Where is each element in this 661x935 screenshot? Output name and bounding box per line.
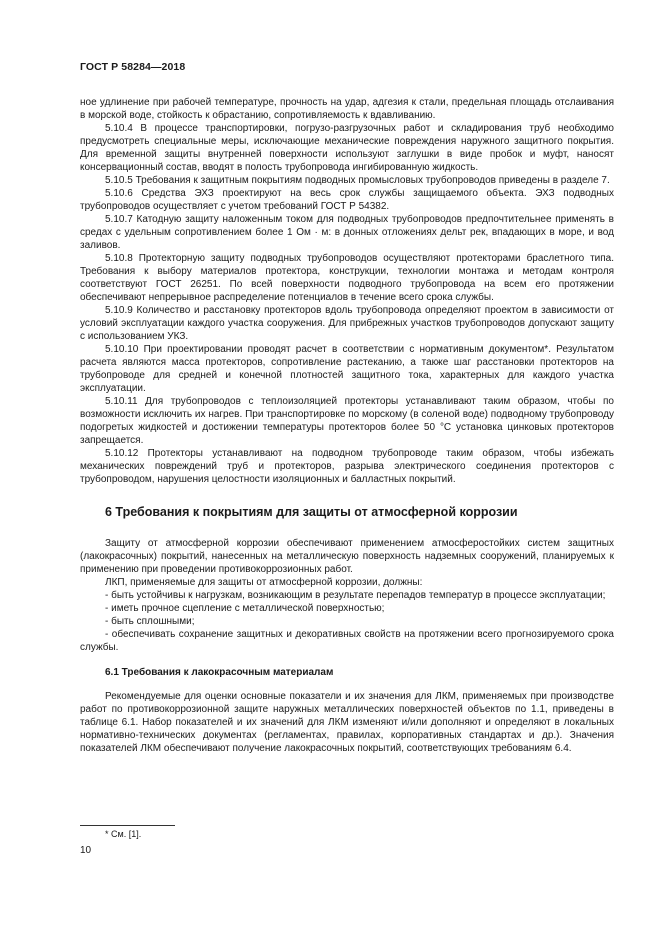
subsection-6-1-paragraph: Рекомендуемые для оценки основные показатели и их значения для ЛКМ, применяемых при производстве работ по противокоррозионной защите наружных металлических поверхностей объектов по 1.1, приведены в таблице 6.1. Набор показателей и их значений для ЛКМ изменяют и/или дополняют и определяют в локальных нормативно-технических документах (регламентах, правилах, корпоративных стандартах и др.). Значения показателей ЛКМ обеспечивают получение лакокрасочных покрытий, соответствующих требованиям 6.4. <box>80 691 614 754</box>
section-6-heading: 6 Требования к покрытиям для защиты от атмосферной коррозии <box>105 505 518 519</box>
paragraph-5-10-4: 5.10.4 В процессе транспортировки, погрузо-разгрузочных работ и складирования труб необходимо предусмотреть специальные меры, исключающие механические повреждения наружного защитного покрытия. Для временной защиты внутренней поверхности используют заглушки в виде пробок и муфт, наносят консервационный состав, вводят в полость трубопровода ингибированную жидкость. <box>80 123 614 173</box>
section-6-paragraph-1: Защиту от атмосферной коррозии обеспечивают применением атмосферостойких систем защитных (лакокрасочных) покрытий, нанесенных на металлическую поверхность надземных сооружений, планируемых к применению при проведении противокоррозионных работ. <box>80 538 614 575</box>
paragraph-5-10-9: 5.10.9 Количество и расстановку протекторов вдоль трубопровода определяют проектом в зависимости от условий эксплуатации каждого участка сооружения. Для прибрежных участков трубопроводов допускают защиту с использованием УКЗ. <box>80 305 614 342</box>
paragraph-5-10-12: 5.10.12 Протекторы устанавливают на подводном трубопроводе таким образом, чтобы избежать механических повреждений труб и протекторов, разрыва электрического соединения протекторов с трубопроводом, нарушения целостности изоляционных и балластных покрытий. <box>80 448 614 485</box>
paragraph-5-10-6: 5.10.6 Средства ЭХЗ проектируют на весь срок службы защищаемого объекта. ЭХЗ подводных трубопроводов осуществляет с учетом требований ГОСТ Р 54382. <box>80 188 614 212</box>
section-6-paragraph-2: ЛКП, применяемые для защиты от атмосферной коррозии, должны: <box>105 577 423 588</box>
page-number: 10 <box>80 845 92 856</box>
paragraph-5-10-7: 5.10.7 Катодную защиту наложенным током для подводных трубопроводов предпочтительнее применять в средах с удельным сопротивлением более 1 Ом · м: в донных отложениях дельт рек, впадающих в море, и вод заливов. <box>80 214 614 251</box>
list-item: - обеспечивать сохранение защитных и декоративных свойств на протяжении всего прогнозируемого срока службы. <box>80 629 614 653</box>
subsection-6-1-heading: 6.1 Требования к лакокрасочным материалам <box>105 667 334 678</box>
paragraph-5-10-10: 5.10.10 При проектировании проводят расчет в соответствии с нормативным документом*. Результатом расчета являются масса протекторов, сопротивление растеканию, а также шаг расстановки протекторов на трубопроводе для средней и конечной плотностей защитного тока, характерных для каждого участка эксплуатации. <box>80 344 614 394</box>
paragraph-5-10-8: 5.10.8 Протекторную защиту подводных трубопроводов осуществляют протекторами браслетного типа. Требования к выбору материалов протектора, конструкции, технологии монтажа и методам контроля соответствуют ГОСТ 26251. По всей поверхности подводного трубопровода на всем его протяжении обеспечивают непрерывное распределение потенциалов в течение всего срока службы. <box>80 253 614 303</box>
list-item: - иметь прочное сцепление с металлической поверхностью; <box>105 603 385 614</box>
footnote-divider <box>80 825 175 826</box>
paragraph-continuation: ное удлинение при рабочей температуре, прочность на удар, адгезия к стали, предельная площадь отслаивания в морской воде, стойкость к обрастанию, сопротивляемость к вдавливанию. <box>80 97 614 121</box>
page-content <box>80 96 614 755</box>
list-item: - быть устойчивы к нагрузкам, возникающим в результате перепадов температур в процессе эксплуатации; <box>105 590 606 601</box>
document-header: ГОСТ Р 58284—2018 <box>80 61 186 73</box>
footnote: * См. [1]. <box>105 829 142 839</box>
paragraph-5-10-11: 5.10.11 Для трубопроводов с теплоизоляцией протекторы устанавливают таким образом, чтобы по возможности исключить их нагрев. При транспортировке по морскому (в соленой воде) подводному трубопроводу подогретых жидкостей и достижении температуры протекторов более 50 °С установка цинковых протекторов запрещается. <box>80 396 614 446</box>
paragraph-5-10-5: 5.10.5 Требования к защитным покрытиям подводных промысловых трубопроводов приведены в разделе 7. <box>105 175 610 186</box>
list-item: - быть сплошными; <box>105 616 195 627</box>
